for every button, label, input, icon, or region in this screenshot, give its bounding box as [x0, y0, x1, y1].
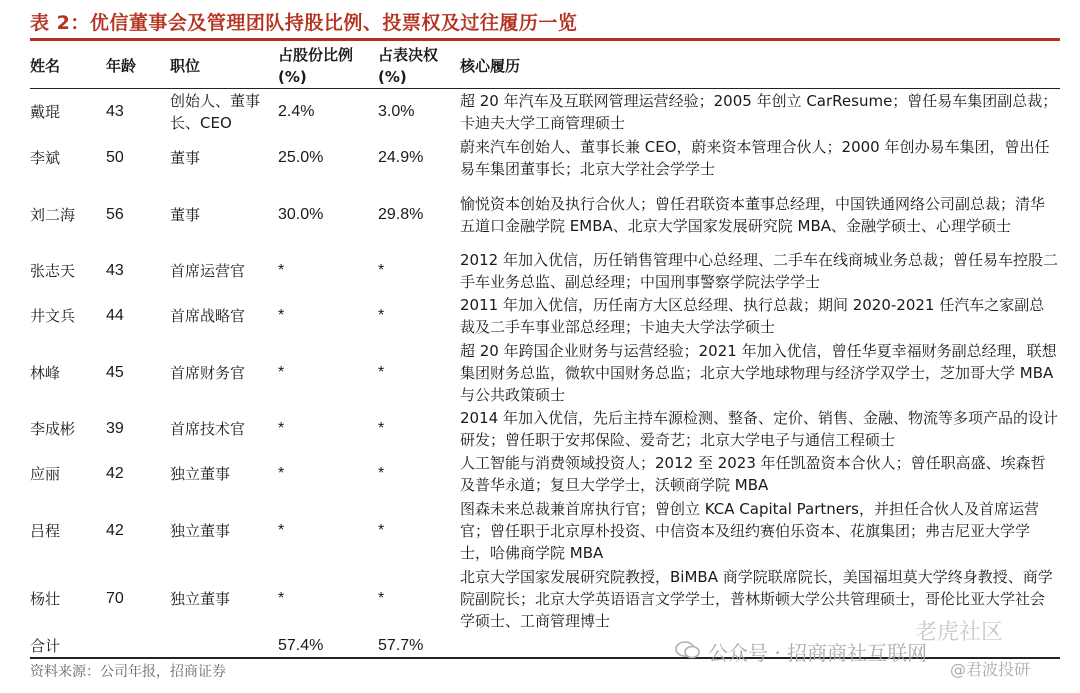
- watermark-tiger: 老虎社区: [915, 620, 1004, 645]
- cell-name: 戴琨: [30, 103, 61, 122]
- watermark-author: @君波投研: [950, 660, 1031, 679]
- header-row: [30, 44, 1060, 89]
- cell-bio: 蔚来汽车创始人、董事长兼 CEO，蔚来资本管理合伙人；2000 年创办易车集团，曾出任易车集团董事长；北京大学社会学学士: [460, 138, 1050, 178]
- cell-votes: *: [378, 363, 385, 381]
- cell-age: 43: [106, 103, 124, 121]
- cell-shares: 25.0%: [278, 149, 324, 166]
- table-row: [30, 249, 1060, 294]
- cell-bio: 北京大学国家发展研究院教授，BiMBA 商学院联席院长，美国福坦莫大学终身教授、商学院副院长；北京大学英语语言文学学士，普林斯顿大学公共管理硕士，哥伦比亚大学社会学硕士、工商管理博士: [460, 567, 1053, 630]
- cell-age: 56: [106, 205, 124, 223]
- cell-votes: *: [378, 465, 385, 482]
- cell-bio: 图森未来总裁兼首席执行官；曾创立 KCA Capital Partners，并担任合伙人及首席运营官；曾任职于北京厚朴投资、中信资本及纽约赛伯乐资本、花旗集团；弗吉尼亚大学学士，哈佛商学院 MBA: [460, 499, 1039, 562]
- cell-shares: *: [278, 262, 285, 279]
- header-bio: 核心履历: [460, 57, 521, 75]
- cell-shares: 2.4%: [278, 103, 315, 121]
- cell-position: 首席财务官: [170, 363, 246, 382]
- cell-position: 创始人、董事长、CEO: [170, 92, 261, 133]
- total-label: 合计: [30, 636, 61, 655]
- table-row: [30, 452, 1060, 497]
- cell-bio: 愉悦资本创始及执行合伙人；曾任君联资本董事总经理，中国铁通网络公司副总裁；清华五道口金融学院 EMBA、北京大学国家发展研究院 MBA、金融学硕士、心理学硕士: [460, 194, 1046, 235]
- cell-position: 首席运营官: [170, 262, 246, 280]
- cell-bio: 2014 年加入优信，先后主持车源检测、整备、定价、销售、金融、物流等多项产品的设计研发；曾任职于安邦保险、爱奇艺；北京大学电子与通信工程硕士: [460, 409, 1058, 449]
- cell-votes: 24.9%: [378, 149, 424, 166]
- table-title: 表 2：优信董事会及管理团队持股比例、投票权及过往履历一览: [30, 12, 578, 34]
- cell-votes: 29.8%: [378, 205, 424, 223]
- cell-name: 刘二海: [30, 205, 76, 224]
- header-name: 姓名: [30, 57, 61, 75]
- cell-position: 首席战略官: [170, 307, 246, 325]
- table-row: [30, 181, 1060, 249]
- cell-position: 首席技术官: [170, 420, 246, 438]
- cell-shares: *: [278, 420, 285, 437]
- header-age: 年龄: [106, 57, 137, 75]
- cell-age: 43: [106, 262, 124, 279]
- cell-votes: 3.0%: [378, 103, 415, 121]
- cell-shares: *: [278, 521, 285, 539]
- cell-name: 杨壮: [30, 589, 61, 608]
- cell-votes: *: [378, 262, 385, 279]
- table-row: [30, 565, 1060, 633]
- cell-shares: *: [278, 589, 285, 607]
- total-age-empty: [106, 633, 170, 659]
- cell-name: 李成彬: [30, 420, 76, 438]
- cell-age: 50: [106, 149, 124, 166]
- total-shares: 57.4%: [278, 636, 324, 654]
- cell-age: 42: [106, 465, 124, 482]
- cell-age: 42: [106, 521, 124, 539]
- top-rule: [30, 38, 1060, 41]
- cell-name: 应丽: [30, 465, 61, 483]
- cell-name: 李斌: [30, 149, 61, 167]
- cell-name: 吕程: [30, 521, 61, 540]
- cell-position: 独立董事: [170, 521, 231, 540]
- cell-votes: *: [378, 420, 385, 437]
- cell-position: 董事: [170, 205, 201, 224]
- header-votes: 占表决权 (%): [378, 46, 439, 86]
- header-shares: 占股份比例 (%): [278, 46, 354, 86]
- cell-name: 井文兵: [30, 307, 76, 325]
- cell-shares: *: [278, 307, 285, 324]
- cell-shares: *: [278, 465, 285, 482]
- header-position: 职位: [170, 57, 201, 75]
- cell-votes: *: [378, 521, 385, 539]
- cell-bio: 人工智能与消费领域投资人；2012 至 2023 年任凯盈资本合伙人；曾任职高盛、埃森哲及普华永道；复旦大学学士，沃顿商学院 MBA: [460, 454, 1046, 494]
- cell-shares: 30.0%: [278, 205, 324, 223]
- cell-name: 林峰: [30, 363, 61, 382]
- cell-votes: *: [378, 307, 385, 324]
- wechat-icon: [675, 640, 701, 660]
- total-position-empty: [170, 633, 278, 659]
- cell-bio: 2011 年加入优信，历任南方大区总经理、执行总裁；期间 2020-2021 任汽车之家副总裁及二手车事业部总经理；卡迪夫大学法学硕士: [460, 296, 1045, 336]
- management-table: [30, 44, 1060, 659]
- table-row: [30, 294, 1060, 339]
- cell-position: 董事: [170, 149, 201, 167]
- cell-age: 70: [106, 589, 124, 607]
- cell-position: 独立董事: [170, 465, 231, 483]
- table-row: [30, 136, 1060, 181]
- watermark-wechat: 公众号 · 招商商社互联网: [708, 641, 928, 665]
- cell-age: 39: [106, 420, 124, 437]
- cell-position: 独立董事: [170, 589, 231, 608]
- cell-shares: *: [278, 363, 285, 381]
- table-row: [30, 407, 1060, 452]
- source-note: 资料来源：公司年报，招商证券: [30, 664, 226, 680]
- cell-bio: 超 20 年跨国企业财务与运营经验；2021 年加入优信，曾任华夏幸福财务副总经理，联想集团财务总监，微软中国财务总监；北京大学地球物理与经济学双学士，芝加哥大学 MBA 与公共政策硕士: [460, 341, 1057, 404]
- table-row: [30, 339, 1060, 407]
- cell-name: 张志天: [30, 262, 76, 280]
- cell-bio: 2012 年加入优信，历任销售管理中心总经理、二手车在线商城业务总裁；曾任易车控股二手车业务总监、副总经理；中国刑事警察学院法学学士: [460, 251, 1058, 291]
- table-row: [30, 89, 1060, 136]
- total-votes: 57.7%: [378, 636, 424, 654]
- cell-age: 44: [106, 307, 124, 324]
- cell-age: 45: [106, 363, 124, 381]
- table-row: [30, 497, 1060, 565]
- cell-bio: 超 20 年汽车及互联网管理运营经验；2005 年创立 CarResume；曾任易车集团副总裁；卡迪夫大学工商管理硕士: [460, 92, 1058, 133]
- cell-votes: *: [378, 589, 385, 607]
